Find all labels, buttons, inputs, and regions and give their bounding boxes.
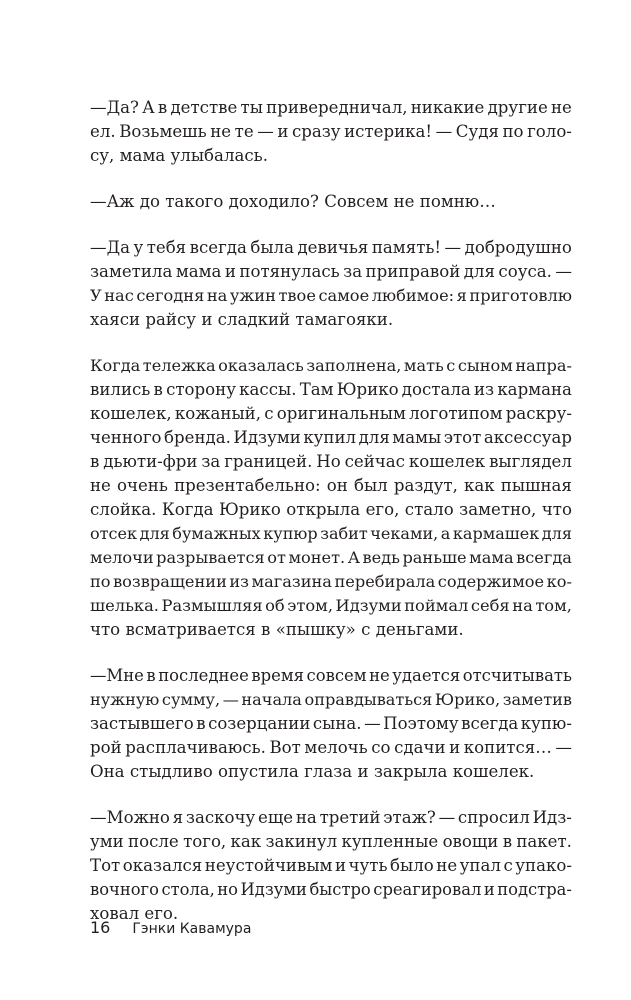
paragraph [90,96,572,168]
text-line: Когда тележка оказалась заполнена, мать с сыном напра- [90,356,572,375]
text-line: в дьюти-фри за границей. Но сейчас кошелек выглядел [90,452,572,471]
text-line: слойка. Когда Юрико открыла его, стало заметно, что [90,500,572,519]
text-line: —Да у тебя всегда была девичья память! — добродушно [90,238,572,257]
text-line: су, мама улыбалась. [90,146,268,165]
text-line: не очень презентабельно: он был раздут, как пышная [90,476,572,495]
text-line: вочного стола, но Идзуми быстро среагировал и подстра- [90,880,572,899]
text-line: У нас сегодня на ужин твое самое любимое: я приготовлю [90,286,572,305]
text-line: застывшего в созерцании сына. — Поэтому всегда купю- [90,714,572,733]
paragraph [90,236,572,332]
page-footer [90,918,251,937]
page-number: 16 [90,918,111,937]
text-line: —Да? А в детстве ты привередничал, никакие другие не [90,98,572,117]
text-line: отсек для бумажных купюр забит чеками, а кармашек для [90,524,572,543]
text-line: —Можно я заскочу еще на третий этаж? — спросил Идз- [90,808,572,827]
text-line: ел. Возьмешь не те — и сразу истерика! — Судя по голо- [90,122,572,141]
text-line: ченного бренда. Идзуми купил для мамы этот аксессуар [90,428,572,447]
page-body-text [90,96,572,948]
text-line: —Аж до такого доходило? Совсем не помню… [90,192,496,211]
text-line: рой расплачиваюсь. Вот мелочь со сдачи и копится… — [90,738,572,757]
paragraph [90,664,572,784]
text-line: кошелек, кожаный, с оригинальным логотипом раскру- [90,404,572,423]
text-line: —Мне в последнее время совсем не удается отсчитывать [90,666,572,685]
text-line: мелочи разрывается от монет. А ведь раньше мама всегда [90,548,572,567]
running-footer-author: Гэнки Кавамура [132,921,252,937]
text-line: ховал его. [90,904,179,923]
paragraph [90,190,572,214]
text-line: уми после того, как закинул купленные овощи в пакет. [90,832,572,851]
text-line: нужную сумму, — начала оправдываться Юрико, заметив [90,690,572,709]
text-line: хаяси райсу и сладкий тамагояки. [90,310,394,329]
text-line: шелька. Размышляя об этом, Идзуми поймал себя на том, [90,596,572,615]
paragraph [90,354,572,642]
text-line: вились в сторону кассы. Там Юрико достала из кармана [90,380,572,399]
text-line: Тот оказался неустойчивым и чуть было не упал с упако- [90,856,572,875]
text-line: заметила мама и потянулась за приправой для соуса. — [90,262,572,281]
paragraph [90,806,572,926]
text-line: что всматривается в «пышку» с деньгами. [90,620,464,639]
text-line: по возвращении из магазина перебирала содержимое ко- [90,572,572,591]
text-line: Она стыдливо опустила глаза и закрыла кошелек. [90,762,535,781]
